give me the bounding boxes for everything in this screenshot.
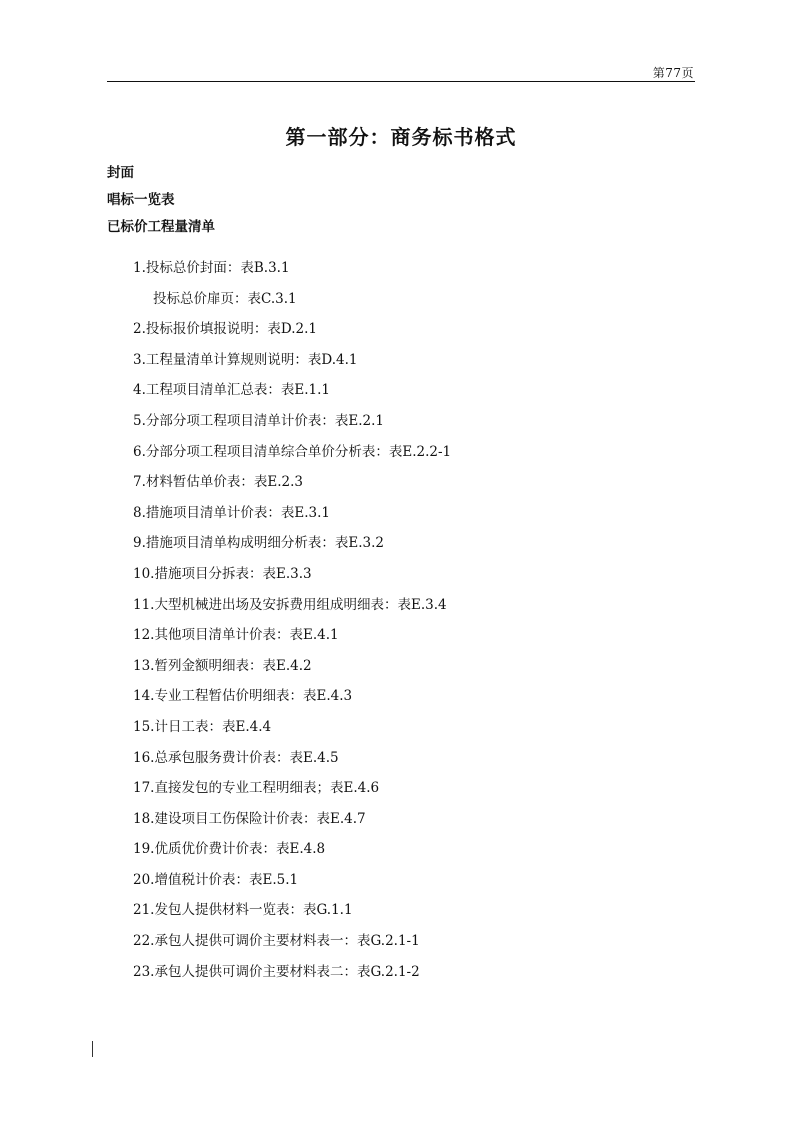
section-cover: 封面 — [107, 165, 134, 181]
section-list — [107, 160, 215, 241]
list-item: 16.总承包服务费计价表：表E.4.5 — [133, 749, 339, 766]
list-item: 20.增值税计价表：表E.5.1 — [133, 871, 299, 888]
section-bid-opening-summary: 唱标一览表 — [107, 192, 175, 208]
list-item: 7.材料暂估单价表：表E.2.3 — [133, 474, 303, 491]
list-item: 1.投标总价封面：表B.3.1 — [133, 260, 290, 276]
page-title: 第一部分：商务标书格式 — [285, 125, 517, 149]
margin-mark — [92, 1041, 93, 1057]
list-item: 14.专业工程暂估价明细表：表E.4.3 — [133, 688, 353, 705]
list-item: 10.措施项目分拆表：表E.3.3 — [133, 565, 312, 582]
list-item: 21.发包人提供材料一览表：表G.1.1 — [133, 902, 353, 919]
section-priced-bill-of-quantities: 已标价工程量清单 — [107, 219, 215, 235]
list-item: 11.大型机械进出场及安拆费用组成明细表：表E.3.4 — [133, 596, 447, 613]
list-item: 15.计日工表：表E.4.4 — [133, 718, 272, 735]
page-number: 第77页 — [652, 66, 694, 80]
list-item: 8.措施项目清单计价表：表E.3.1 — [133, 504, 330, 521]
list-item: 2.投标报价填报说明：表D.2.1 — [133, 321, 317, 338]
header-rule — [107, 81, 695, 82]
list-item: 3.工程量清单计算规则说明：表D.4.1 — [133, 351, 358, 368]
list-item: 4.工程项目清单汇总表：表E.1.1 — [133, 382, 330, 399]
list-item: 12.其他项目清单计价表：表E.4.1 — [133, 627, 339, 644]
list-item: 9.措施项目清单构成明细分析表：表E.3.2 — [133, 535, 384, 552]
list-item: 5.分部分项工程项目清单计价表：表E.2.1 — [133, 412, 384, 429]
list-item: 17.直接发包的专业工程明细表；表E.4.6 — [133, 780, 380, 797]
list-item: 19.优质优价费计价表：表E.4.8 — [133, 841, 326, 858]
list-item: 18.建设项目工伤保险计价表：表E.4.7 — [133, 810, 366, 827]
list-item: 投标总价扉页：表C.3.1 — [153, 290, 297, 307]
list-item: 23.承包人提供可调价主要材料表二：表G.2.1-2 — [133, 963, 420, 980]
list-item: 6.分部分项工程项目清单综合单价分析表：表E.2.2-1 — [133, 443, 452, 460]
form-list — [133, 253, 451, 987]
list-item: 22.承包人提供可调价主要材料表一：表G.2.1-1 — [133, 933, 420, 950]
list-item: 13.暂列金额明细表：表E.4.2 — [133, 657, 312, 674]
